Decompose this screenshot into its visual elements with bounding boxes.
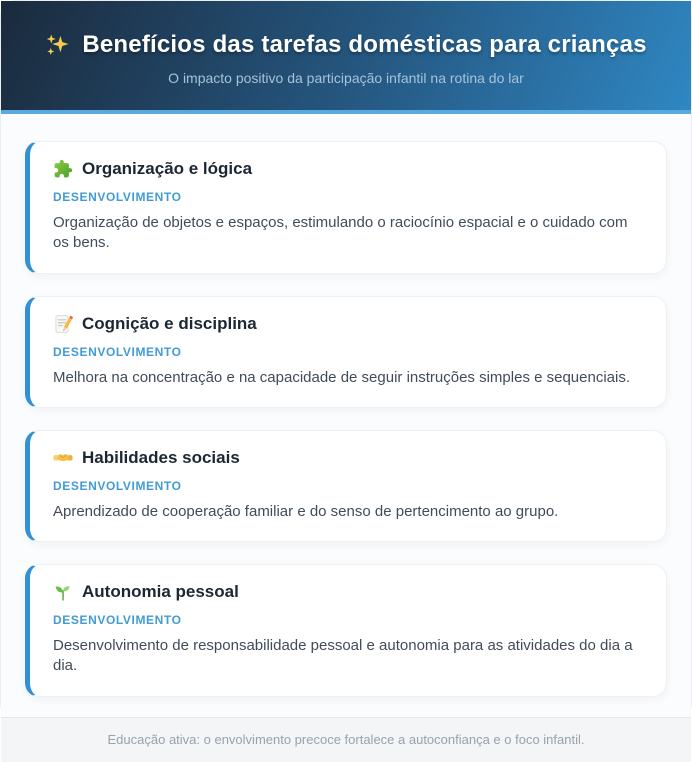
- card-title: Cognição e disciplina: [82, 313, 257, 333]
- card-title-row: [53, 582, 642, 602]
- card-title: Habilidades sociais: [82, 447, 240, 467]
- memo-pencil-icon: [53, 314, 73, 334]
- page-footer: [1, 717, 691, 762]
- card-description: Organização de objetos e espaços, estimulando o raciocínio espacial e o cuidado com os bens.: [53, 214, 628, 252]
- benefit-card-cognicao: [25, 296, 667, 408]
- card-category-label: DESENVOLVIMENTO: [53, 613, 182, 627]
- card-description: Melhora na concentração e na capacidade de seguir instruções simples e sequenciais.: [53, 368, 631, 386]
- benefit-card-habilidades: [25, 430, 667, 542]
- card-title: Autonomia pessoal: [82, 582, 239, 601]
- benefit-card-autonomia: [25, 564, 667, 697]
- card-description: Aprendizado de cooperação familiar e do senso de pertencimento ao grupo.: [53, 502, 559, 520]
- card-category-label: DESENVOLVIMENTO: [53, 344, 182, 359]
- footer-note: Educação ativa: o envolvimento precoce fortalece a autoconfiança e o foco infantil.: [107, 731, 585, 747]
- page-title-row: [21, 31, 671, 59]
- cards-section: [1, 114, 691, 717]
- card-title: Organização e lógica: [82, 159, 253, 178]
- card-category-label: DESENVOLVIMENTO: [53, 190, 182, 204]
- seedling-icon: [53, 582, 73, 602]
- page-title: Benefícios das tarefas domésticas para crianças: [82, 31, 647, 58]
- card-title-row: [53, 159, 642, 179]
- sparkles-icon: [45, 33, 70, 58]
- card-title-row: [53, 314, 642, 334]
- card-category-label: DESENVOLVIMENTO: [53, 478, 182, 493]
- card-description: Desenvolvimento de responsabilidade pessoal e autonomia para as atividades do dia a dia.: [53, 637, 633, 675]
- benefit-card-organizacao: [25, 141, 667, 274]
- page-subtitle: O impacto positivo da participação infantil na rotina do lar: [168, 70, 524, 86]
- handshake-icon: [53, 448, 73, 468]
- puzzle-icon: [53, 159, 73, 179]
- page-header: [1, 1, 691, 114]
- card-title-row: [53, 448, 642, 468]
